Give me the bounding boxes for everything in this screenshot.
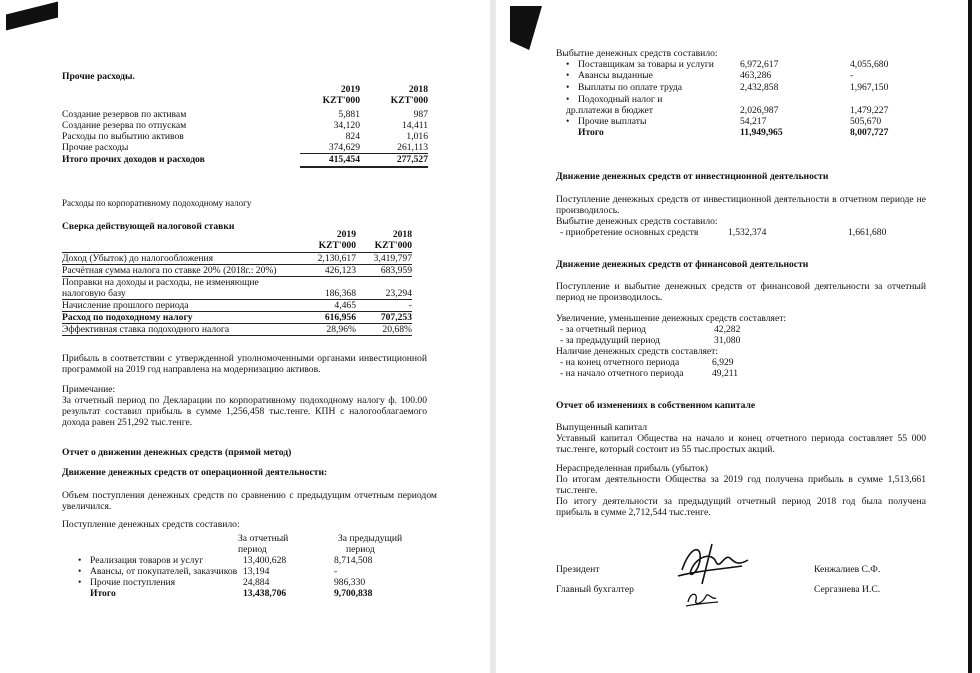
cit-heading: Расходы по корпоративному подоходному налогу	[62, 198, 252, 208]
scan-corner-mark	[6, 2, 58, 31]
table-cell: 374,629	[328, 142, 360, 153]
table-total-cell: 415,454	[328, 154, 360, 165]
other-expenses-title: Прочие расходы.	[62, 71, 135, 82]
balance-item-label: - на конец отчетного периода	[560, 357, 680, 368]
retained-text-2019: По итогам деятельности Общества за 2019 год получена прибыль в сумме 1,513,661 тыс.тенге.	[556, 474, 926, 496]
table-row-label: Прочие расходы	[62, 142, 129, 153]
operating-title: Движение денежных средств от операционной деятельности:	[62, 467, 328, 478]
table-row-label: Расчётная сумма налога по ставке 20% (2018г.: 20%)	[62, 265, 277, 276]
investing-outflow-intro: Выбытие денежных средств составило:	[556, 216, 718, 227]
table-total-cell: 9,700,838	[334, 588, 373, 599]
table-cell: 8,714,508	[334, 555, 373, 566]
list-item: • Прочие поступления	[90, 577, 175, 588]
table-total-label: Итого	[578, 127, 604, 138]
table-total-cell: 11,949,965	[740, 127, 783, 138]
table-cell: -	[334, 566, 338, 577]
retained-title: Нераспределенная прибыль (убыток)	[556, 463, 708, 474]
column-header-previous: За предыдущий	[338, 533, 403, 544]
list-item: • Авансы выданные	[578, 70, 653, 81]
president-signature	[672, 540, 756, 586]
note-text: За отчетный период по Декларации по корпоративному подоходному налогу ф. 100.00 результат составил прибыль в сумме 1,256,458 тыс.тенге. КПН с налогооблагаемого дохода равен 251,292 тыс.тенге.	[62, 395, 427, 428]
scan-edge-line	[968, 0, 972, 673]
table-total-label: Итого прочих доходов и расходов	[62, 154, 205, 165]
change-item-label: - за отчетный период	[560, 324, 647, 335]
table-total-cell: 13,438,706	[243, 588, 287, 599]
table-cell: 24,884	[243, 577, 270, 588]
table-cell: 4,055,680	[850, 59, 889, 70]
table-total-label: Итого	[90, 588, 116, 599]
table-row-label: Создание резервов по активам	[62, 109, 187, 120]
investing-title: Движение денежных средств от инвестиционной деятельности	[556, 171, 829, 182]
inflow-intro: Поступление денежных средств составило:	[62, 519, 240, 530]
investing-item-label: - приобретение основных средств	[560, 227, 699, 238]
table-cell: 14,411	[401, 120, 428, 131]
table-cell: 505,670	[850, 116, 882, 127]
table-cell: 20,68%	[382, 324, 412, 335]
list-item: • Авансы, от покупателей, заказчиков	[90, 566, 237, 577]
column-header-previous: период	[346, 544, 375, 555]
profit-paragraph: Прибыль в соответствии с утвержденной уполномоченными органами инвестиционной программой на 2019 год направлена на модернизацию активов.	[62, 353, 427, 375]
table-cell: 3,419,797	[373, 253, 412, 264]
table-cell: -	[850, 70, 854, 81]
table-cell: -	[408, 300, 412, 311]
table-row-label-cont: налоговую базу	[62, 288, 126, 299]
table-cell: 1,016	[406, 131, 428, 142]
table-cell: 1,967,150	[850, 82, 889, 93]
unit-header: KZT'000	[390, 95, 428, 106]
table-cell: 2,130,617	[317, 253, 356, 264]
table-cell: 6,972,617	[740, 59, 779, 70]
table-cell: 23,294	[385, 288, 412, 299]
change-item-label: - за предыдущий период	[560, 335, 660, 346]
table-row-label: Создание резерва по отпускам	[62, 120, 187, 131]
balance-item-value: 6,929	[712, 357, 734, 368]
year-2019-header: 2019	[340, 84, 360, 95]
table-cell: 54,217	[740, 116, 767, 127]
financing-title: Движение денежных средств от финансовой деятельности	[556, 259, 809, 270]
year-2018-header: 2018	[408, 84, 428, 95]
balance-item-value: 49,211	[712, 368, 739, 379]
tax-reconciliation-title: Сверка действующей налоговой ставки	[62, 221, 235, 232]
table-total-cell: 616,956	[324, 312, 356, 323]
table-cell: 34,120	[333, 120, 360, 131]
table-cell: 426,123	[324, 265, 356, 276]
outflow-intro: Выбытие денежных средств составило:	[556, 48, 718, 59]
equity-title: Отчет об изменениях в собственном капитале	[556, 400, 756, 411]
table-cell: 13,194	[243, 566, 270, 577]
list-item: • Поставщикам за товары и услуги	[578, 59, 714, 70]
investing-paragraph: Поступление денежных средств от инвестиционной деятельности в отчетном периоде не производилось.	[556, 194, 926, 216]
divider	[300, 166, 428, 168]
table-row-label: Эффективная ставка подоходного налога	[62, 324, 230, 335]
table-cell: 4,465	[334, 300, 356, 311]
accountant-signature	[682, 586, 722, 610]
table-cell: 463,286	[740, 70, 772, 81]
issued-capital-title: Выпущенный капитал	[556, 422, 648, 433]
year-2019-header: 2019	[336, 229, 356, 240]
retained-text-2018: По итогу деятельности за предыдущий отчетный период 2018 год была получена прибыль в сумме 2,712,544 тыс.тенге.	[556, 496, 926, 518]
accountant-name: Сергазиева И.С.	[814, 584, 881, 595]
unit-header: KZT'000	[374, 240, 412, 251]
divider	[62, 335, 412, 336]
table-total-cell: 707,253	[380, 312, 412, 323]
table-cell: 683,959	[380, 265, 412, 276]
scan-corner-mark	[510, 6, 542, 50]
table-cell: 1,479,227	[850, 105, 889, 116]
change-item-value: 31,080	[714, 335, 741, 346]
table-cell: 1,661,680	[848, 227, 887, 238]
table-cell: 987	[413, 109, 428, 120]
table-cell: 2,026,987	[740, 105, 779, 116]
column-header-current: За отчетный	[238, 533, 289, 544]
table-cell: 824	[345, 131, 360, 142]
list-item: • Прочие выплаты	[578, 116, 646, 127]
list-item: • Подоходный налог и	[578, 94, 662, 105]
change-item-value: 42,282	[714, 324, 741, 335]
table-cell: 986,330	[334, 577, 366, 588]
table-row-label: Доход (Убыток) до налогообложения	[62, 253, 214, 264]
unit-header: KZT'000	[322, 95, 360, 106]
financing-paragraph: Поступление и выбытие денежных средств от финансовой деятельности за отчетный период не производилось.	[556, 281, 926, 303]
table-cell: 186,368	[324, 288, 356, 299]
cash-report-title: Отчет о движении денежных средств (прямой метод)	[62, 447, 292, 458]
list-item: • Выплаты по оплате труда	[578, 82, 682, 93]
president-name: Кенжалиев С.Ф.	[814, 564, 881, 575]
change-intro: Увеличение, уменьшение денежных средств составляет:	[556, 313, 787, 324]
accountant-title: Главный бухгалтер	[556, 584, 634, 595]
list-item: • Реализация товаров и услуг	[90, 555, 203, 566]
table-cell: 13,400,628	[243, 555, 287, 566]
table-cell: 5,881	[338, 109, 360, 120]
issued-capital-text: Уставный капитал Общества на начало и конец отчетного периода составляет 55 000 тыс.тенге, который состоит из 55 тыс.простых акций.	[556, 433, 926, 455]
column-header-current: период	[238, 544, 267, 555]
operating-paragraph: Объем поступления денежных средств по сравнению с предыдущим отчетным периодом увеличился.	[62, 490, 437, 512]
year-2018-header: 2018	[392, 229, 412, 240]
table-row-label: Поправки на доходы и расходы, не изменяющие	[62, 277, 259, 288]
list-item-cont: др.платежи в бюджет	[566, 105, 653, 116]
table-cell: 2,432,858	[740, 82, 779, 93]
president-title: Президент	[556, 564, 600, 575]
balance-item-label: - на начало отчетного периода	[560, 368, 684, 379]
table-total-cell: 277,527	[396, 154, 428, 165]
note-title: Примечание:	[62, 384, 116, 395]
unit-header: KZT'000	[318, 240, 356, 251]
table-cell: 28,96%	[326, 324, 356, 335]
table-total-cell: 8,007,727	[850, 127, 889, 138]
table-cell: 1,532,374	[728, 227, 767, 238]
balance-intro: Наличие денежных средств составляет:	[556, 346, 719, 357]
table-cell: 261,113	[397, 142, 428, 153]
table-row-label: Начисление прошлого периода	[62, 300, 189, 311]
right-page	[496, 0, 980, 673]
table-row-label: Расходы по выбытию активов	[62, 131, 184, 142]
table-total-label: Расход по подоходному налогу	[62, 312, 193, 323]
